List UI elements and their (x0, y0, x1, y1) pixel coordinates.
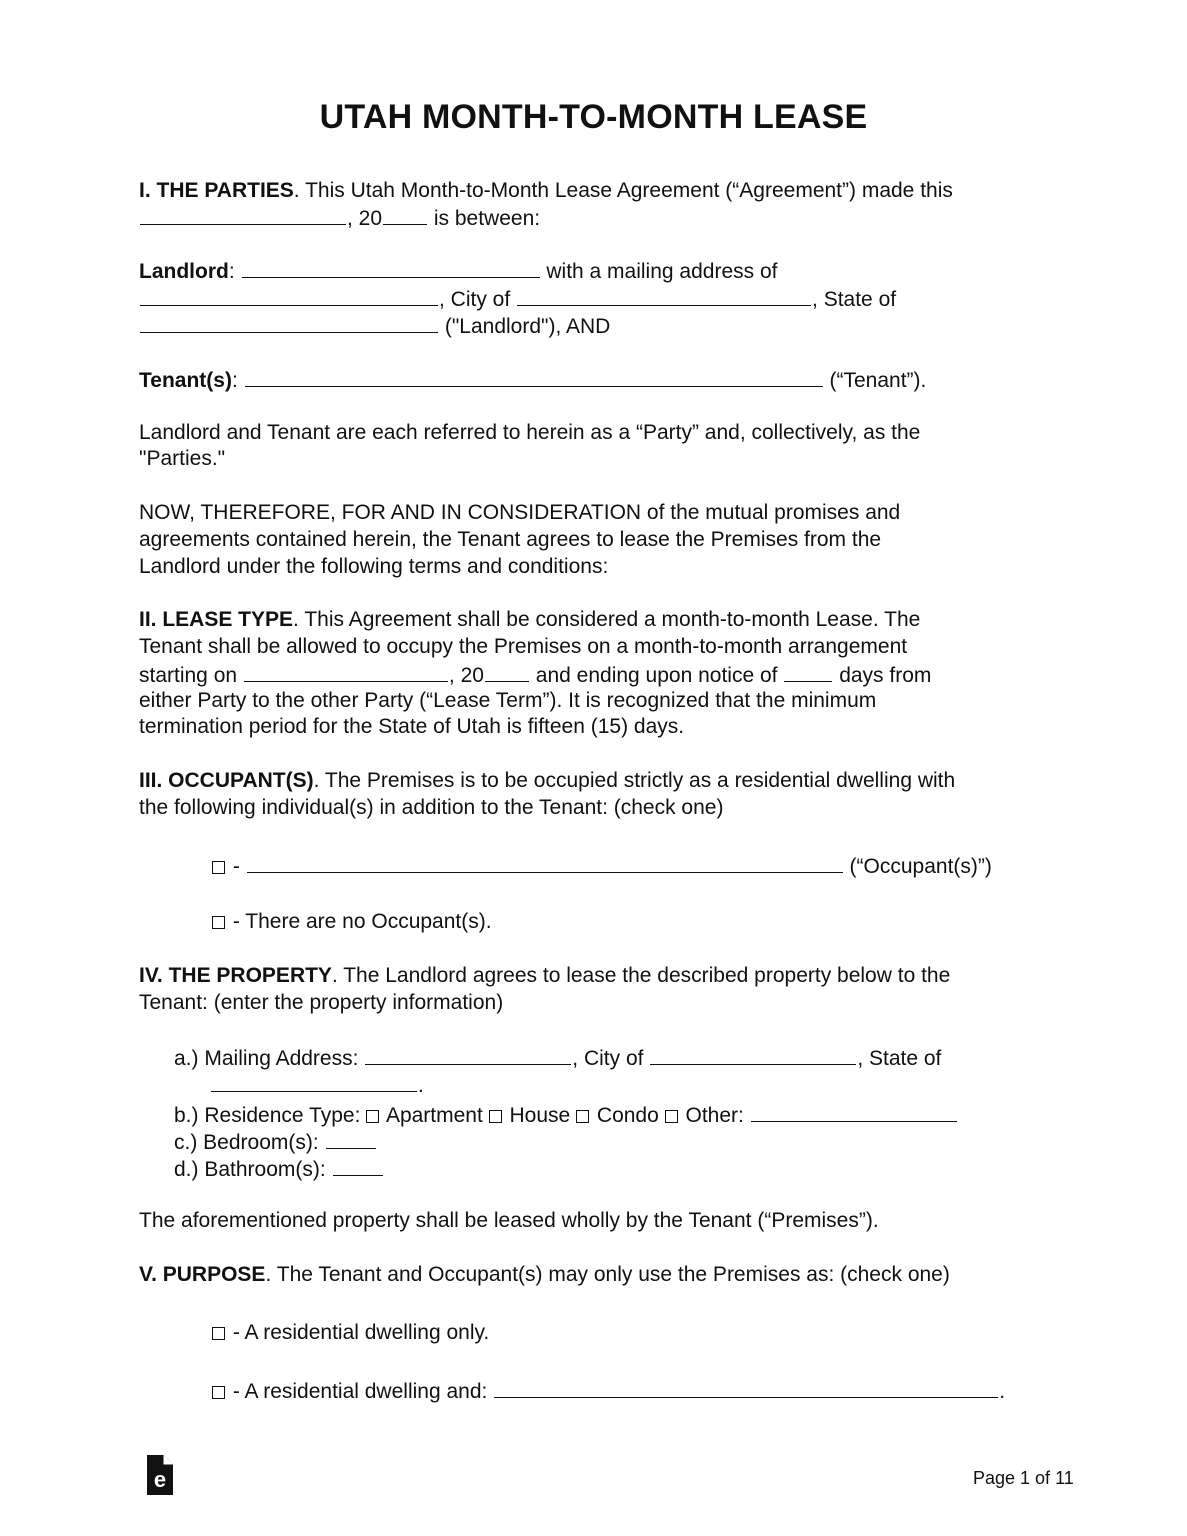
occupants-option-1: - (“Occupant(s)”) (212, 852, 992, 880)
purpose-checkbox-2[interactable] (212, 1386, 225, 1399)
occupants-heading: III. OCCUPANT(S) (139, 769, 314, 792)
landlord-line-1: Landlord: with a mailing address of (139, 257, 777, 285)
parties-line-2: , 20 is between: (139, 204, 540, 232)
party-def-line-1: Landlord and Tenant are each referred to herein as a “Party” and, collectively, as the (139, 421, 921, 444)
now-line-2: agreements contained herein, the Tenant agrees to lease the Premises from the (139, 528, 882, 551)
property-heading: IV. THE PROPERTY (139, 964, 332, 987)
now-line-1: NOW, THEREFORE, FOR AND IN CONSIDERATION of the mutual promises and (139, 501, 901, 524)
start-date-blank[interactable] (244, 661, 448, 682)
agreement-year-blank[interactable] (383, 204, 427, 225)
bathrooms-blank[interactable] (333, 1155, 383, 1176)
property-line-2: Tenant: (enter the property information) (139, 991, 504, 1014)
occupant-names-blank[interactable] (247, 852, 843, 873)
notice-days-blank[interactable] (784, 661, 832, 682)
occupants-line-1: III. OCCUPANT(S). The Premises is to be occupied strictly as a residential dwelling with (139, 769, 956, 792)
lease-type-line-4: either Party to the other Party (“Lease Term”). It is recognized that the minimum (139, 689, 877, 712)
property-item-b: b.) Residence Type: Apartment House Condo Other: (174, 1101, 958, 1129)
start-year-blank[interactable] (485, 661, 529, 682)
property-item-c: c.) Bedroom(s): (174, 1128, 377, 1156)
purpose-checkbox-1[interactable] (212, 1327, 225, 1340)
lease-type-line-5: termination period for the State of Utah is fifteen (15) days. (139, 715, 685, 738)
property-line-1: IV. THE PROPERTY. The Landlord agrees to lease the described property below to the (139, 964, 951, 987)
lease-type-line-3: starting on , 20 and ending upon notice of days from (139, 661, 931, 689)
purpose-line-1: V. PURPOSE. The Tenant and Occupant(s) may only use the Premises as: (check one) (139, 1263, 950, 1286)
house-checkbox[interactable] (489, 1110, 502, 1123)
occupants-checkbox-2[interactable] (212, 916, 225, 929)
landlord-label: Landlord (139, 260, 229, 283)
landlord-line-2: , City of , State of (139, 285, 896, 313)
document-title: UTAH MONTH-TO-MONTH LEASE (319, 98, 868, 136)
parties-heading: I. THE PARTIES (139, 179, 294, 202)
bedrooms-blank[interactable] (326, 1128, 376, 1149)
condo-checkbox[interactable] (576, 1110, 589, 1123)
purpose-option-2: - A residential dwelling and: . (212, 1377, 1005, 1405)
tenant-label: Tenant(s) (139, 369, 232, 392)
property-address-blank[interactable] (365, 1044, 571, 1065)
svg-text:e: e (153, 1467, 167, 1492)
landlord-address-blank[interactable] (140, 285, 438, 306)
occupants-checkbox-1[interactable] (212, 861, 225, 874)
landlord-city-blank[interactable] (517, 285, 811, 306)
purpose-heading: V. PURPOSE (139, 1263, 266, 1286)
property-closing: The aforementioned property shall be leased wholly by the Tenant (“Premises”). (139, 1209, 879, 1232)
property-state-blank[interactable] (211, 1071, 417, 1092)
property-city-blank[interactable] (650, 1044, 856, 1065)
property-item-a-cont: . (210, 1071, 424, 1099)
other-checkbox[interactable] (665, 1110, 678, 1123)
purpose-other-blank[interactable] (494, 1377, 998, 1398)
property-item-a: a.) Mailing Address: , City of , State of (174, 1044, 941, 1072)
occupants-line-2: the following individual(s) in addition to the Tenant: (check one) (139, 796, 724, 819)
landlord-line-3: ("Landlord"), AND (139, 312, 610, 340)
tenant-name-blank[interactable] (245, 366, 823, 387)
lease-type-line-1: II. LEASE TYPE. This Agreement shall be considered a month-to-month Lease. The (139, 608, 921, 631)
lease-type-heading: II. LEASE TYPE (139, 608, 294, 631)
occupants-option-2: - There are no Occupant(s). (212, 909, 492, 935)
eforms-logo-icon (147, 1455, 173, 1495)
apartment-checkbox[interactable] (366, 1110, 379, 1123)
parties-line-1: I. THE PARTIES. This Utah Month-to-Month Lease Agreement (“Agreement”) made this (139, 179, 953, 202)
landlord-state-blank[interactable] (140, 312, 438, 333)
party-def-line-2: "Parties." (139, 447, 226, 470)
page-number: Page 1 of 11 (973, 1468, 1074, 1488)
lease-type-line-2: Tenant shall be allowed to occupy the Premises on a month-to-month arrangement (139, 635, 908, 658)
purpose-option-1: - A residential dwelling only. (212, 1320, 489, 1346)
now-line-3: Landlord under the following terms and conditions: (139, 555, 609, 578)
agreement-date-blank[interactable] (140, 204, 346, 225)
landlord-name-blank[interactable] (242, 257, 540, 278)
tenant-line: Tenant(s): (“Tenant”). (139, 366, 926, 394)
other-residence-blank[interactable] (751, 1101, 957, 1122)
property-item-d: d.) Bathroom(s): (174, 1155, 384, 1183)
